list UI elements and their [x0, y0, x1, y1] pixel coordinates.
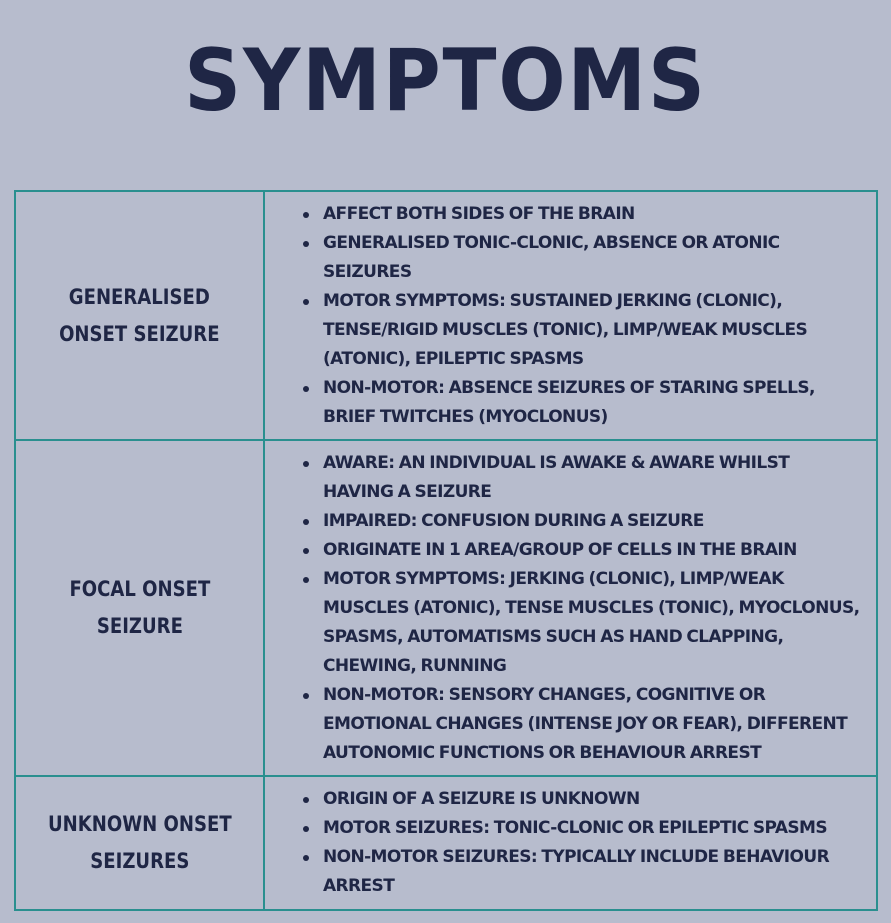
bullet-icon: [303, 855, 309, 861]
bullet-icon: [303, 693, 309, 699]
row-content-cell: [265, 777, 876, 909]
table-row-unknown: [16, 777, 876, 909]
list-item: AFFECT BOTH SIDES OF THE BRAIN: [301, 200, 862, 229]
bullet-icon: [303, 241, 309, 247]
row-label-cell: [16, 777, 265, 909]
row-label-unknown: UNKNOWN ONSET SEIZURES: [47, 812, 232, 873]
row-label-generalised: GENERALISED ONSET SEIZURE: [59, 284, 220, 346]
bullet-icon: [303, 826, 309, 832]
page-title: SYMPTOMS: [184, 31, 707, 131]
bullet-icon: [303, 299, 309, 305]
row-content-cell: [265, 441, 876, 775]
table-row-generalised: [16, 192, 876, 441]
symptom-list: [301, 785, 862, 901]
list-item: GENERALISED TONIC-CLONIC, ABSENCE OR ATONIC SEIZURES: [301, 229, 862, 287]
list-item: NON-MOTOR SEIZURES: TYPICALLY INCLUDE BEHAVIOUR ARREST: [301, 843, 862, 901]
symptoms-table: [14, 190, 878, 911]
bullet-icon: [303, 548, 309, 554]
list-item: IMPAIRED: CONFUSION DURING A SEIZURE: [301, 507, 862, 536]
bullet-icon: [303, 212, 309, 218]
list-item: ORIGINATE IN 1 AREA/GROUP OF CELLS IN THE BRAIN: [301, 536, 862, 565]
list-item: NON-MOTOR: ABSENCE SEIZURES OF STARING SPELLS, BRIEF TWITCHES (MYOCLONUS): [301, 374, 862, 432]
list-item: MOTOR SYMPTOMS: JERKING (CLONIC), LIMP/WEAK MUSCLES (ATONIC), TENSE MUSCLES (TONIC), MYOCLONUS, SPASMS, AUTOMATISMS SUCH AS HAND CLAPPING, CHEWING, RUNNING: [301, 565, 862, 681]
list-item: AWARE: AN INDIVIDUAL IS AWAKE & AWARE WHILST HAVING A SEIZURE: [301, 449, 862, 507]
list-item: MOTOR SEIZURES: TONIC-CLONIC OR EPILEPTIC SPASMS: [301, 814, 862, 843]
row-content-cell: [265, 192, 876, 439]
list-item: MOTOR SYMPTOMS: SUSTAINED JERKING (CLONIC), TENSE/RIGID MUSCLES (TONIC), LIMP/WEAK MUSCLES (ATONIC), EPILEPTIC SPASMS: [301, 287, 862, 374]
row-label-cell: [16, 192, 265, 439]
bullet-icon: [303, 797, 309, 803]
symptom-list: [301, 200, 862, 432]
bullet-icon: [303, 461, 309, 467]
list-item: ORIGIN OF A SEIZURE IS UNKNOWN: [301, 785, 862, 814]
bullet-icon: [303, 577, 309, 583]
row-label-cell: [16, 441, 265, 775]
bullet-icon: [303, 519, 309, 525]
row-label-focal: FOCAL ONSET SEIZURE: [69, 577, 210, 638]
table-row-focal: [16, 441, 876, 777]
list-item: NON-MOTOR: SENSORY CHANGES, COGNITIVE OR EMOTIONAL CHANGES (INTENSE JOY OR FEAR), DIFFERENT AUTONOMIC FUNCTIONS OR BEHAVIOUR ARREST: [301, 681, 862, 768]
symptom-list: [301, 449, 862, 768]
bullet-icon: [303, 386, 309, 392]
